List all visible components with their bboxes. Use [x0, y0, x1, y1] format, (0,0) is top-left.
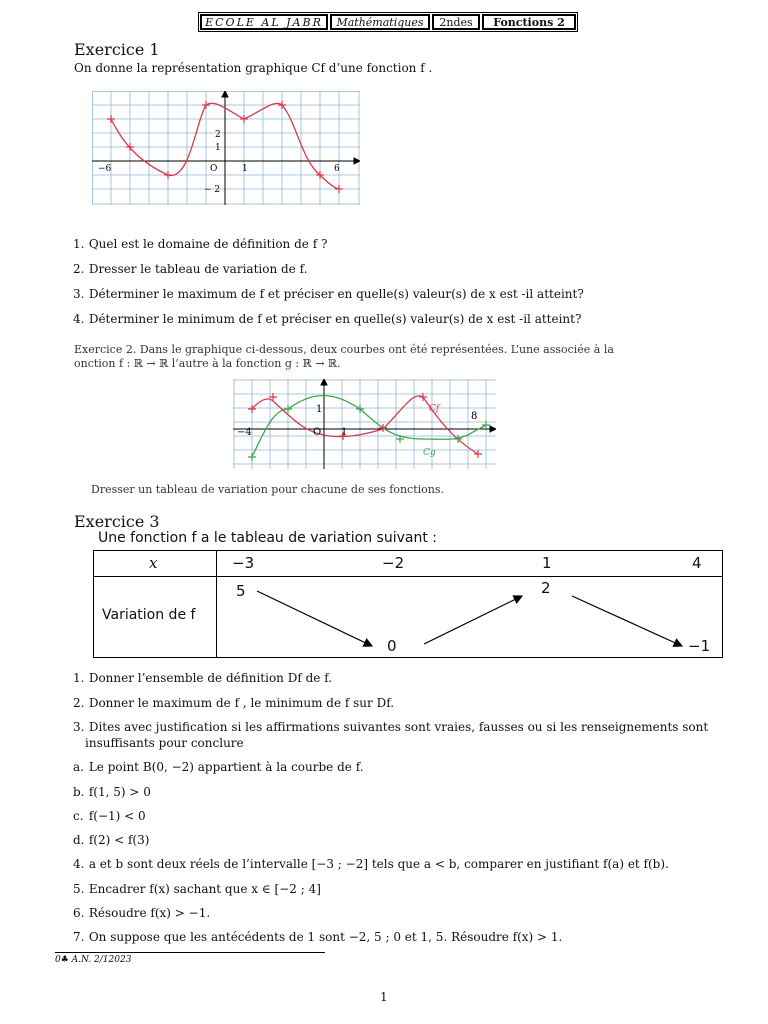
ex2-axes [233, 379, 496, 469]
ex2-graph [233, 379, 496, 469]
ex3-qc: c. f(−1) < 0 [73, 809, 146, 823]
ex2-cg-label: Cg [423, 448, 436, 458]
ex3-q4: 4. a et b sont deux réels de l’intervalle [−3 ; −2] tels que a < b, comparer en justifiant f(a) et f(b). [73, 857, 669, 871]
header-school: ECOLE AL JABR [200, 14, 328, 30]
ex3-qd: d. f(2) < f(3) [73, 833, 150, 847]
ex1-xmin-label: −6 [98, 164, 112, 174]
ex2-xmax-label: 8 [471, 411, 478, 422]
ex3-q3-cont: insuffisants pour conclure [85, 736, 244, 750]
ex3-q1: 1. Donner l’ensemble de définition Df de f. [73, 671, 333, 685]
arrow-up [424, 596, 522, 644]
ex2-line2: onction f : ℝ → ℝ l’autre à la fonction g : ℝ → ℝ. [74, 357, 341, 370]
ex2-cf-label: Cf [429, 404, 440, 414]
ex3-q6: 6. Résoudre f(x) > −1. [73, 906, 211, 920]
ex2-instruction: Dresser un tableau de variation pour chacune de ses fonctions. [91, 483, 445, 496]
table-x-val-1: −2 [382, 554, 405, 572]
table-f-val-3: −1 [688, 637, 711, 655]
page-number: 1 [380, 990, 388, 1004]
ex3-qa: a. Le point B(0, −2) appartient à la courbe de f. [73, 760, 364, 774]
table-f-val-0: 5 [236, 582, 246, 600]
table-x-label: x [149, 554, 158, 572]
table-row-label: Variation de f [102, 607, 196, 623]
ex1-y1-label: 1 [215, 143, 221, 153]
table-x-val-2: 1 [542, 554, 552, 572]
arrow-down-2 [572, 596, 682, 646]
ex3-q5: 5. Encadrer f(x) sachant que x ∈ [−2 ; 4] [73, 882, 321, 896]
ex1-origin-label: O [210, 164, 218, 174]
footnote: 0♣ A.N. 2/12023 [55, 952, 325, 965]
ex2-xmin-label: −4 [237, 427, 252, 438]
ex3-qb: b. f(1, 5) > 0 [73, 785, 151, 799]
ex3-q7: 7. On suppose que les antécédents de 1 sont −2, 5 ; 0 et 1, 5. Résoudre f(x) > 1. [73, 930, 563, 944]
ex3-table-title: Une fonction f a le tableau de variation suivant : [98, 530, 437, 546]
variation-table [93, 550, 723, 658]
ex1-yneg2-label: − 2 [204, 185, 221, 195]
table-f-val-1: 0 [387, 637, 397, 655]
header-subject: Mathématiques [330, 14, 430, 30]
ex2-f-points [248, 393, 482, 458]
header-level: 2ndes [432, 14, 480, 30]
table-arrows [94, 551, 722, 657]
ex2-one-label: 1 [341, 427, 348, 438]
ex2-curve-g [252, 396, 486, 458]
header-chapter: Fonctions 2 [482, 14, 576, 30]
table-x-val-0: −3 [232, 554, 255, 572]
ex1-y2-label: 2 [215, 130, 221, 140]
header-bar [198, 12, 578, 32]
ex1-q2: 2. Dresser le tableau de variation de f. [73, 262, 308, 276]
ex1-one-label: 1 [242, 164, 248, 174]
table-f-val-2: 2 [541, 579, 551, 597]
arrow-down-1 [257, 591, 372, 646]
ex2-curve-f [252, 396, 478, 454]
ex2-grid [233, 379, 496, 469]
ex2-origin-label: O [313, 427, 322, 438]
ex1-q3: 3. Déterminer le maximum de f et préciser en quelle(s) valeur(s) de x est -il atteint? [73, 287, 584, 301]
ex3-title: Exercice 3 [74, 512, 160, 531]
ex2-line1: Exercice 2. Dans le graphique ci-dessous, deux courbes ont été représentées. L’une associée à la [74, 343, 614, 356]
ex2-y1-label: 1 [316, 404, 323, 415]
ex1-xmax-label: 6 [334, 164, 340, 174]
ex1-title: Exercice 1 [74, 40, 160, 59]
ex1-q4: 4. Déterminer le minimum de f et préciser en quelle(s) valeur(s) de x est -il atteint? [73, 312, 582, 326]
ex1-graph [92, 91, 360, 205]
ex3-q3: 3. Dites avec justification si les affirmations suivantes sont vraies, fausses ou si les renseignements sont [73, 720, 709, 734]
ex1-q1: 1. Quel est le domaine de définition de f ? [73, 237, 328, 251]
table-x-val-3: 4 [692, 554, 702, 572]
ex1-intro: On donne la représentation graphique Cf d’une fonction f . [74, 61, 433, 75]
ex3-q2: 2. Donner le maximum de f , le minimum de f sur Df. [73, 696, 395, 710]
